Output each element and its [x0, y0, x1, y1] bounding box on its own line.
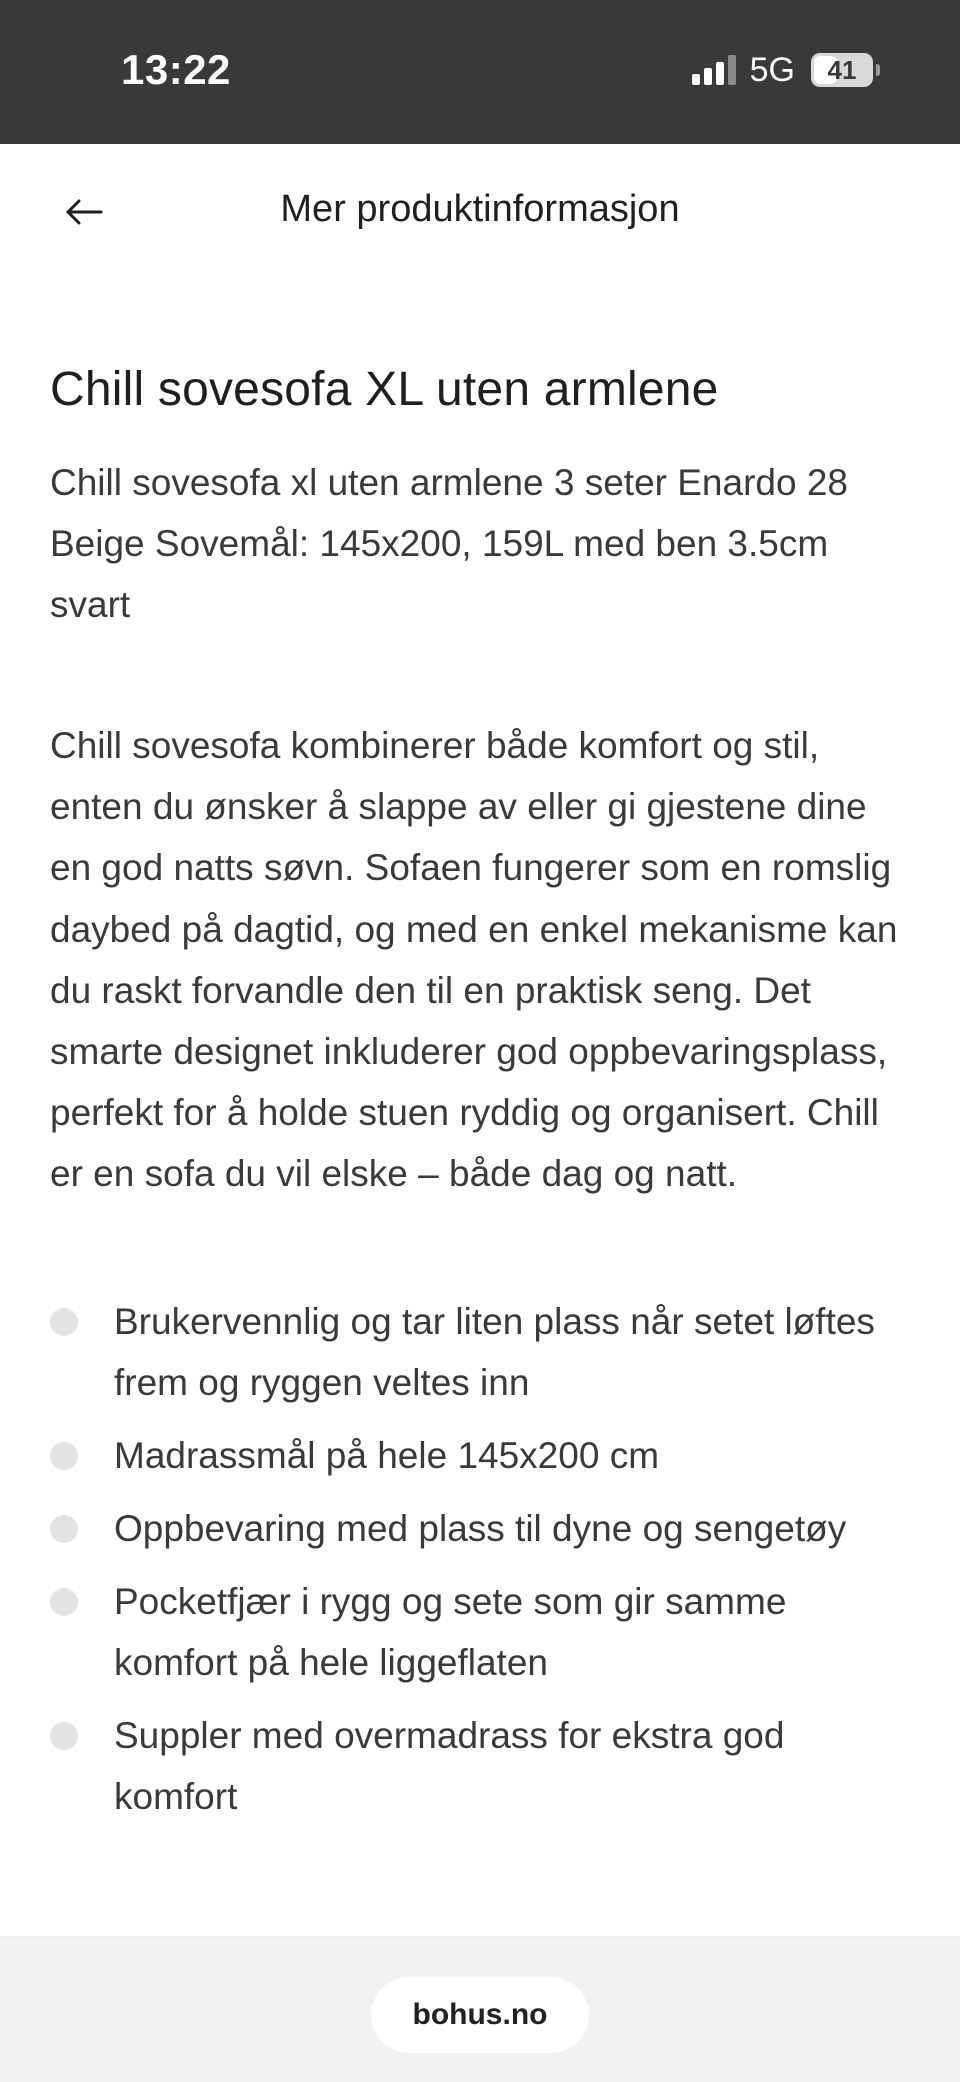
battery-icon	[811, 53, 880, 87]
signal-strength-icon	[692, 55, 736, 85]
feature-text: Madrassmål på hele 145x200 cm	[114, 1434, 660, 1476]
status-time: 13:22	[121, 46, 231, 93]
browser-bottom-bar	[0, 1936, 960, 2082]
feature-list	[50, 1291, 914, 1827]
feature-item	[50, 1705, 914, 1827]
feature-item	[50, 1291, 914, 1413]
feature-text: Suppler med overmadrass for ekstra god komfort	[114, 1714, 785, 1817]
feature-item	[50, 1571, 914, 1693]
feature-text: Brukervennlig og tar liten plass når setet løftes frem og ryggen veltes inn	[114, 1300, 875, 1403]
battery-level: 41	[827, 54, 857, 85]
feature-text: Pocketfjær i rygg og sete som gir samme komfort på hele liggeflaten	[114, 1580, 787, 1683]
product-title: Chill sovesofa XL uten armlene	[50, 363, 719, 416]
bullet-icon	[50, 1515, 78, 1543]
feature-text: Oppbevaring med plass til dyne og sengetøy	[114, 1507, 847, 1549]
feature-item	[50, 1425, 914, 1486]
product-description: Chill sovesofa kombinerer både komfort og stil, enten du ønsker å slappe av eller gi gjestene dine en god natts søvn. Sofaen fungerer som en romslig daybed på dagtid, og med en enkel mekanisme kan du raskt forvandle den til en praktisk seng. Det smarte designet inkluderer god oppbevaringsplass, perfekt for å holde stuen ryddig og organisert. Chill er en sofa du vil elske – både dag og natt.	[50, 725, 898, 1195]
bullet-icon	[50, 1308, 78, 1336]
bullet-icon	[50, 1722, 78, 1750]
page-header	[0, 144, 960, 276]
bullet-icon	[50, 1442, 78, 1470]
status-indicators	[692, 52, 880, 88]
product-summary: Chill sovesofa xl uten armlene 3 seter Enardo 28 Beige Sovemål: 145x200, 159L med ben 3.5cm svart	[50, 462, 848, 625]
bullet-icon	[50, 1588, 78, 1616]
page-title: Mer produktinformasjon	[280, 188, 680, 230]
network-type: 5G	[749, 50, 795, 89]
url-bar[interactable]: bohus.no	[371, 1977, 589, 2053]
feature-item	[50, 1498, 914, 1559]
product-info	[50, 352, 914, 1839]
status-bar	[0, 0, 960, 144]
